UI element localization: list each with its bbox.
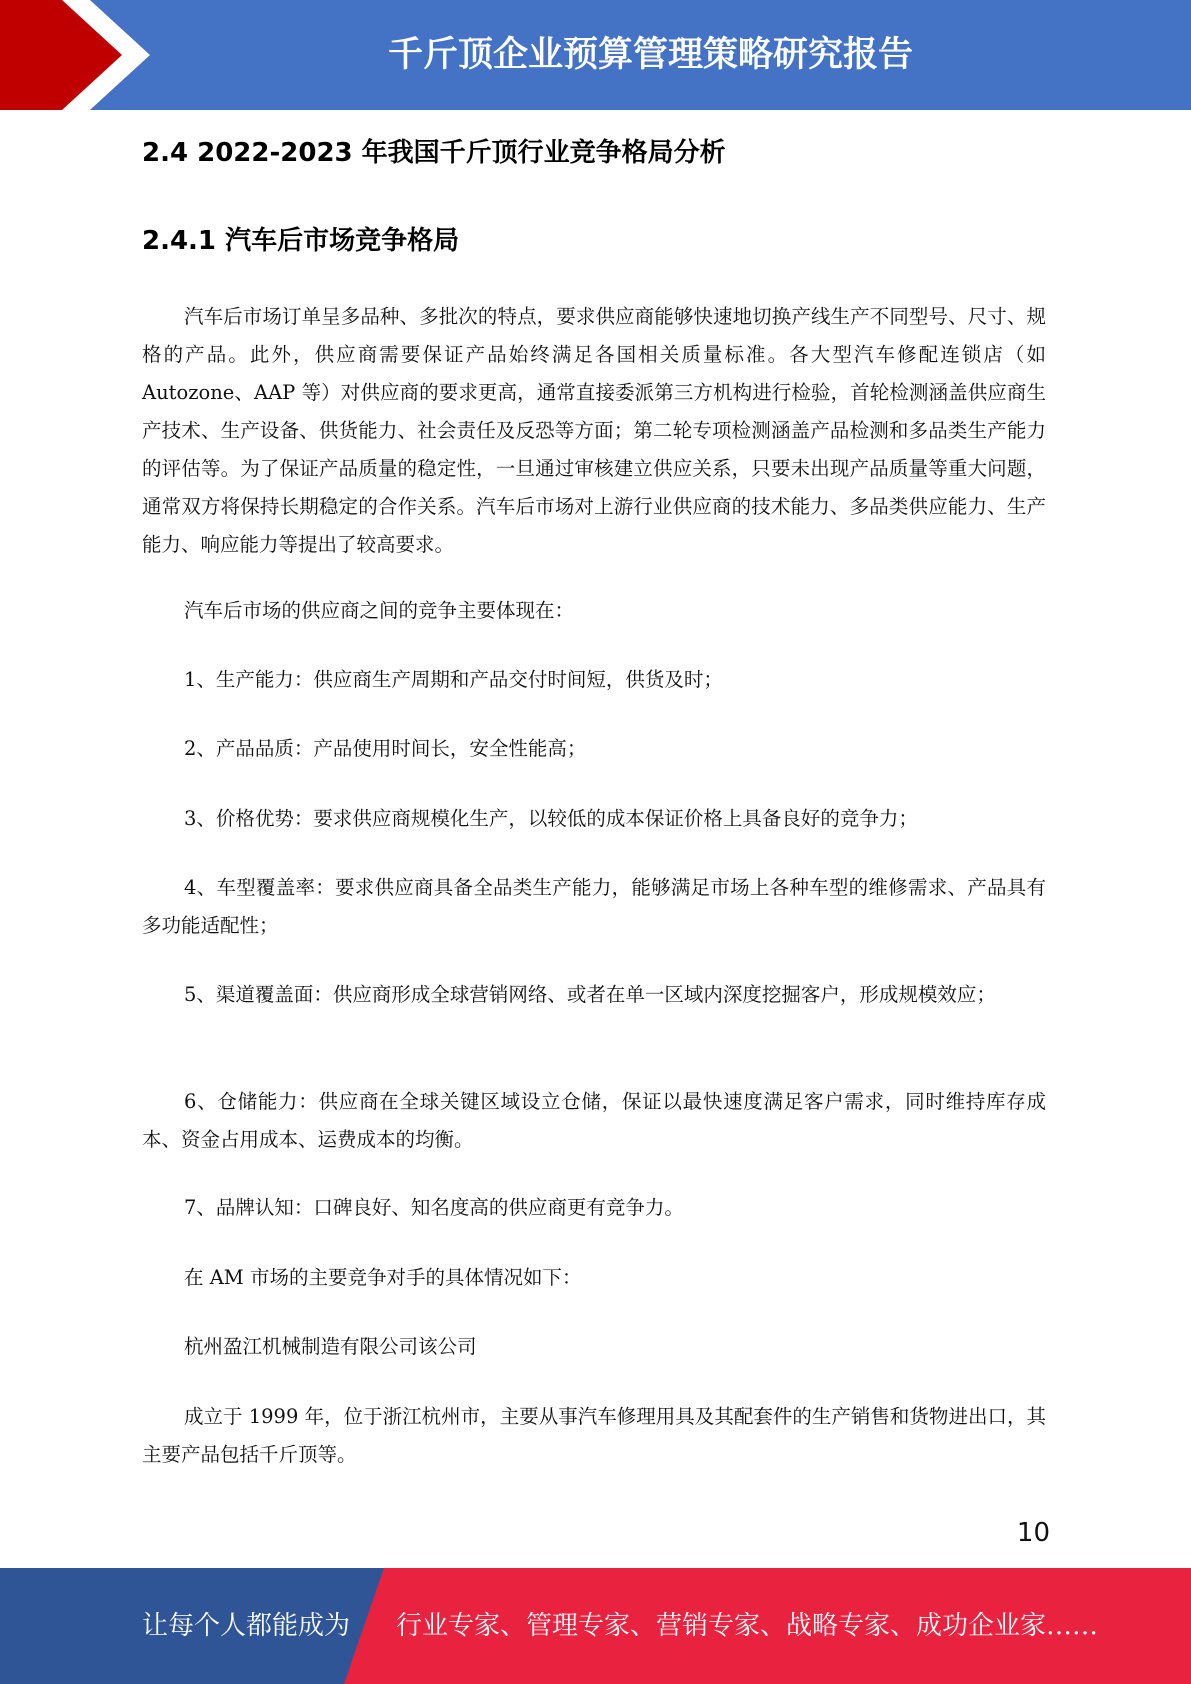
report-title: 千斤顶企业预算管理策略研究报告 [387,35,913,75]
footer-slogan-left: 让每个人都能成为 [142,1611,351,1641]
header-banner [0,0,1191,110]
list-item-4: 4、车型覆盖率：要求供应商具备全品类生产能力，能够满足市场上各种车型的维修需求、产品具有多功能适配性； [142,876,1046,937]
footer-slogan-right: 行业专家、管理专家、营销专家、战略专家、成功企业家…… [396,1611,1099,1641]
list-item-2: 2、产品品质：产品使用时间长，安全性能高； [184,737,587,760]
section-heading: 2.4 2022-2023 年我国千斤顶行业竞争格局分析 [142,138,726,168]
page-number: 10 [1016,1518,1050,1548]
list-item-3: 3、价格优势：要求供应商规模化生产，以较低的成本保证价格上具备良好的竞争力； [184,807,918,830]
subsection-heading: 2.4.1 汽车后市场竞争格局 [142,226,460,256]
chevron-arrow-icon [0,0,160,110]
list-item-7: 7、品牌认知：口碑良好、知名度高的供应商更有竞争力。 [184,1196,684,1219]
paragraph-company-name: 杭州盈江机械制造有限公司该公司 [184,1335,477,1358]
paragraph-competition-lead: 汽车后市场的供应商之间的竞争主要体现在： [184,599,575,622]
paragraph-intro: 汽车后市场订单呈多品种、多批次的特点，要求供应商能够快速地切换产线生产不同型号、尺寸、规格的产品。此外，供应商需要保证产品始终满足各国相关质量标准。各大型汽车修配连锁店（如 Autozone、AAP 等）对供应商的要求更高，通常直接委派第三方机构进行检验，首轮检测涵盖供应商生产技术、生产设备、供货能力、社会责任及反恐等方面；第二轮专项检测涵盖产品检测和多品类生产能力的评估等。为了保证产品质量的稳定性，一旦通过审核建立供应关系，只要未出现产品质量等重大问题，通常双方将保持长期稳定的合作关系。汽车后市场对上游行业供应商的技术能力、多品类供应能力、生产能力、响应能力等提出了较高要求。 [142,305,1046,556]
list-item-6: 6、仓储能力：供应商在全球关键区域设立仓储，保证以最快速度满足客户需求，同时维持库存成本、资金占用成本、运费成本的均衡。 [142,1090,1046,1151]
paragraph-company-detail: 成立于 1999 年，位于浙江杭州市，主要从事汽车修理用具及其配套件的生产销售和货物进出口，其主要产品包括千斤顶等。 [142,1405,1046,1466]
list-item-1: 1、生产能力：供应商生产周期和产品交付时间短，供货及时； [184,668,723,691]
footer-banner [0,1568,1191,1684]
list-item-5: 5、渠道覆盖面：供应商形成全球营销网络、或者在单一区域内深度挖掘客户，形成规模效应； [184,983,996,1006]
paragraph-am-market: 在 AM 市场的主要竞争对手的具体情况如下： [184,1266,582,1289]
